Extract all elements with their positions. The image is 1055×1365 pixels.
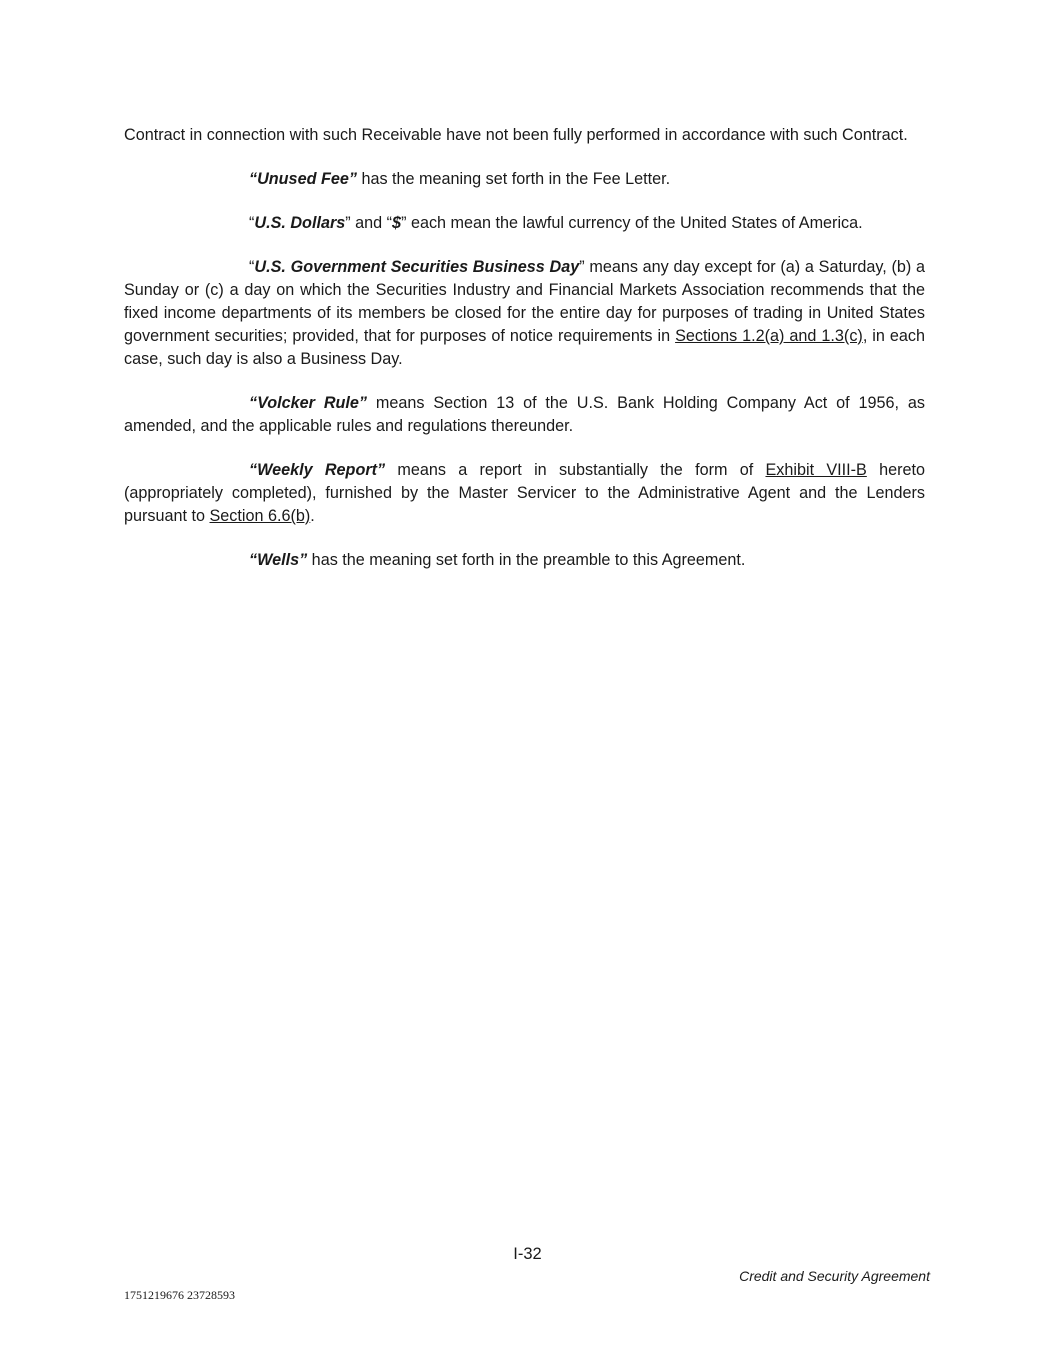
definition-weekly-report bbox=[124, 459, 925, 528]
defined-term-symbol: $ bbox=[392, 214, 402, 232]
definition-text: has the meaning set forth in the Fee Letter. bbox=[356, 170, 671, 188]
defined-term: U.S. Government Securities Business Day bbox=[254, 258, 580, 276]
defined-term: “Volcker Rule” bbox=[249, 394, 368, 412]
open-quote: “ bbox=[249, 214, 255, 232]
document-id: 1751219676 23728593 bbox=[124, 1288, 235, 1302]
open-quote: “ bbox=[249, 258, 255, 276]
definition-us-government-securities-business-day bbox=[124, 256, 925, 371]
definition-text-middle: hereto (appropriately completed), furnished by the Master Servicer to the Administrative Agent and the Lenders pursuant to bbox=[124, 461, 925, 525]
definition-text: has the meaning set forth in the preamble to this Agreement. bbox=[307, 551, 746, 569]
defined-term: “Unused Fee” bbox=[249, 170, 357, 188]
definition-text: ” each mean the lawful currency of the United States of America. bbox=[401, 214, 863, 232]
cross-reference-sections: Sections 1.2(a) and 1.3(c) bbox=[675, 327, 863, 345]
page-number: I-32 bbox=[513, 1245, 542, 1263]
definition-unused-fee bbox=[124, 168, 925, 191]
paragraph-contract-continuation bbox=[124, 124, 925, 147]
cross-reference-exhibit: Exhibit VIII-B bbox=[765, 461, 867, 479]
cross-reference-section: Section 6.6(b) bbox=[209, 507, 311, 525]
definition-us-dollars bbox=[124, 212, 925, 235]
definition-text-end: . bbox=[310, 507, 315, 525]
definition-text-end: , in each case, such day is also a Business Day. bbox=[124, 327, 925, 368]
defined-term: U.S. Dollars bbox=[254, 214, 346, 232]
definition-text: means Section 13 of the U.S. Bank Holding Company Act of 1956, as amended, and the applicable rules and regulations thereunder. bbox=[124, 394, 925, 435]
definition-connector: ” and “ bbox=[345, 214, 393, 232]
definition-volcker-rule bbox=[124, 392, 925, 438]
footer-document-title: Credit and Security Agreement bbox=[739, 1268, 930, 1284]
definition-text: means a report in substantially the form of bbox=[385, 461, 766, 479]
definition-text: ” means any day except for (a) a Saturday, (b) a Sunday or (c) a day on which the Securities Industry and Financial Markets Association recommends that the fixed income departments of its members be closed for the entire day for purposes of trading in United States government securities; provided, that for purposes of notice requirements in bbox=[124, 258, 925, 345]
definition-wells bbox=[124, 549, 925, 572]
defined-term: “Weekly Report” bbox=[249, 461, 386, 479]
paragraph-text: Contract in connection with such Receivable have not been fully performed in accordance with such Contract. bbox=[124, 126, 908, 144]
document-body bbox=[124, 124, 925, 593]
defined-term: “Wells” bbox=[249, 551, 308, 569]
